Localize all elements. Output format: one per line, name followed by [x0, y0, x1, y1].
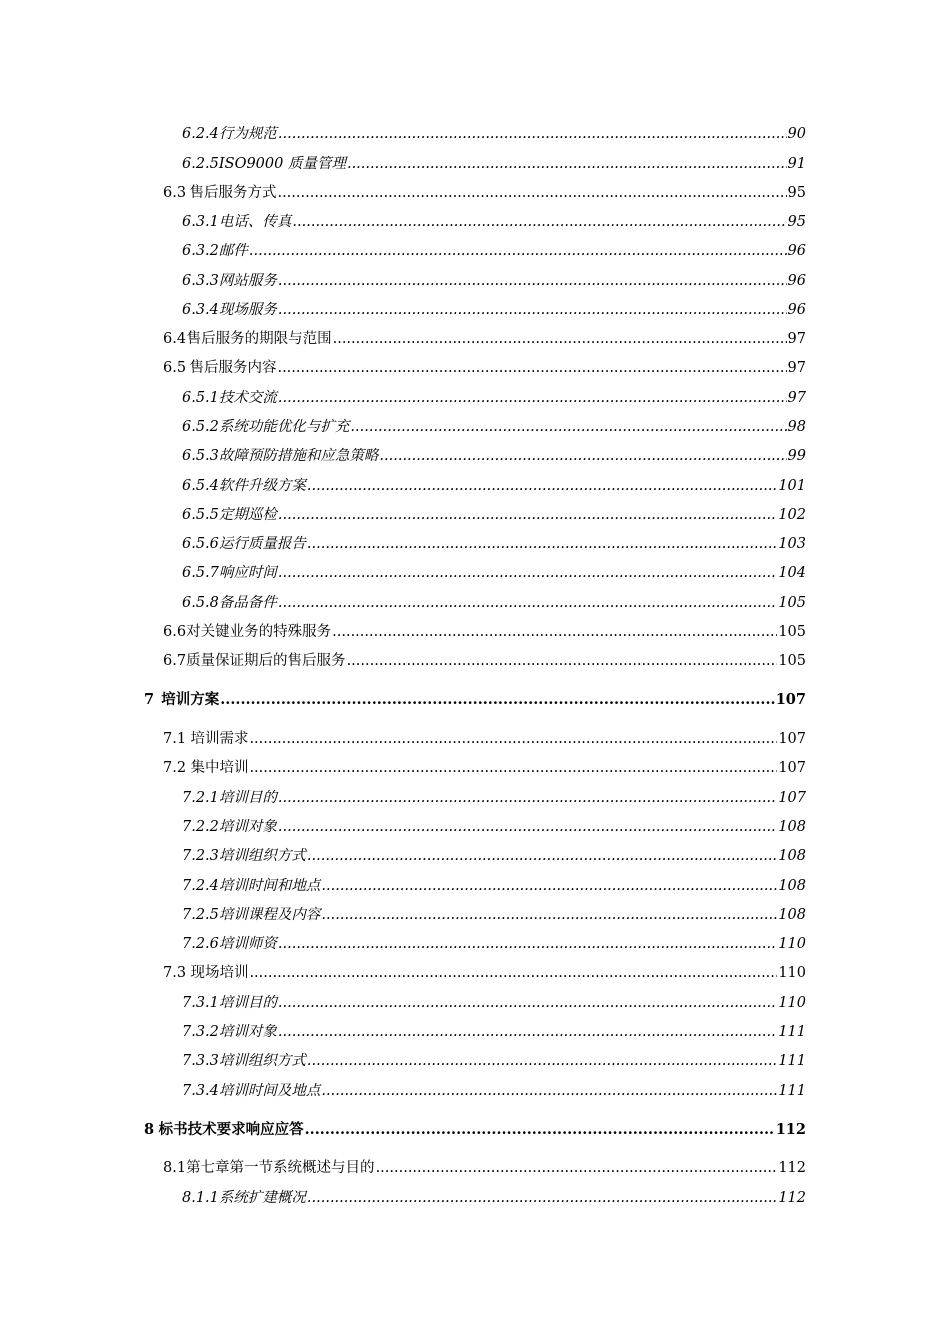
toc-entry-title: 培训对象: [218, 1024, 277, 1040]
toc-entry-title: 培训组织方式: [218, 848, 306, 864]
toc-entry-page-number: 96: [787, 273, 806, 289]
toc-entry[interactable]: [182, 1188, 806, 1208]
toc-entry-number: 7.2.5: [182, 907, 219, 923]
toc-entry-page-number: 107: [778, 790, 806, 806]
toc-entry-title: 现场培训: [190, 965, 249, 981]
toc-entry[interactable]: [182, 271, 806, 291]
toc-entry-page-number: 90: [787, 126, 806, 142]
toc-entry-number: 8.1.1: [182, 1190, 219, 1206]
toc-entry-number: 7.3.3: [182, 1053, 219, 1069]
toc-dot-leader: [278, 993, 777, 1013]
toc-entry-title: 集中培训: [190, 760, 249, 776]
toc-entry-number: 6.5.4: [182, 478, 219, 494]
toc-dot-leader: [278, 817, 777, 837]
toc-entry[interactable]: [163, 358, 806, 378]
toc-dot-leader: [278, 934, 777, 954]
toc-entry-title: 备品备件: [218, 595, 277, 611]
toc-entry-title: 售后服务方式: [189, 185, 277, 201]
toc-entry[interactable]: [182, 446, 806, 466]
toc-entry[interactable]: [182, 388, 806, 408]
toc-entry-page-number: 97: [787, 331, 806, 347]
toc-entry[interactable]: [182, 1081, 806, 1101]
toc-entry-title: 标书技术要求响应应答: [158, 1121, 304, 1138]
toc-entry[interactable]: [182, 993, 806, 1013]
toc-entry-number: 6.5.6: [182, 536, 219, 552]
toc-entry[interactable]: [182, 876, 806, 896]
toc-entry[interactable]: [182, 154, 806, 174]
toc-entry-title: 系统功能优化与扩充: [218, 419, 350, 435]
toc-entry[interactable]: [182, 212, 806, 232]
toc-entry-number: 7.3.2: [182, 1024, 219, 1040]
toc-entry[interactable]: [144, 1120, 806, 1140]
toc-entry[interactable]: [163, 963, 806, 983]
toc-entry-page-number: 107: [778, 731, 806, 747]
toc-dot-leader: [278, 505, 777, 525]
toc-entry-page-number: 96: [787, 302, 806, 318]
toc-entry-title: ISO9000 质量管理: [218, 156, 346, 172]
toc-dot-leader: [249, 758, 777, 778]
toc-dot-leader: [333, 329, 787, 349]
toc-entry[interactable]: [182, 563, 806, 583]
toc-entry-number: 7.2: [163, 760, 187, 776]
toc-entry-title: 软件升级方案: [218, 478, 306, 494]
toc-entry-title: 培训对象: [218, 819, 277, 835]
toc-dot-leader: [278, 1022, 777, 1042]
toc-dot-leader: [220, 690, 774, 710]
toc-entry-title: 系统扩建概况: [218, 1190, 306, 1206]
toc-entry-number: 7.3.4: [182, 1083, 219, 1099]
toc-entry-title: 技术交流: [218, 390, 277, 406]
toc-dot-leader: [277, 183, 786, 203]
toc-dot-leader: [347, 651, 778, 671]
toc-dot-leader: [249, 241, 787, 261]
toc-entry-number: 6.5.2: [182, 419, 219, 435]
toc-entry-number: 7.2.1: [182, 790, 219, 806]
toc-entry-number: 6.2.5: [182, 156, 219, 172]
toc-dot-leader: [292, 212, 786, 232]
toc-entry-page-number: 111: [778, 1083, 806, 1099]
toc-entry-number: 6.2.4: [182, 126, 219, 142]
toc-entry-page-number: 105: [778, 653, 806, 669]
toc-dot-leader: [278, 563, 777, 583]
toc-dot-leader: [305, 1120, 775, 1140]
toc-entry-number: 7.3.1: [182, 995, 219, 1011]
toc-dot-leader: [278, 124, 787, 144]
toc-dot-leader: [332, 622, 777, 642]
toc-entry[interactable]: [163, 183, 806, 203]
toc-entry-number: 7.2.6: [182, 936, 219, 952]
toc-entry-title: 运行质量报告: [218, 536, 306, 552]
toc-entry-number: 6.5.5: [182, 507, 219, 523]
toc-entry-title: 培训时间和地点: [218, 878, 321, 894]
toc-entry[interactable]: [163, 329, 806, 349]
toc-entry[interactable]: [182, 534, 806, 554]
toc-entry-page-number: 111: [778, 1024, 806, 1040]
toc-entry-title: 售后服务内容: [189, 360, 277, 376]
toc-dot-leader: [321, 876, 777, 896]
toc-entry-title: 响应时间: [218, 565, 277, 581]
toc-entry-title: 售后服务的期限与范围: [186, 331, 332, 347]
toc-entry-number: 6.3.1: [182, 214, 219, 230]
toc-entry-page-number: 97: [787, 360, 806, 376]
toc-entry-page-number: 108: [778, 819, 806, 835]
toc-entry-page-number: 91: [787, 156, 806, 172]
toc-entry-title: 行为规范: [218, 126, 277, 142]
toc-entry-page-number: 110: [778, 965, 806, 981]
toc-entry-page-number: 108: [778, 848, 806, 864]
toc-entry-title: 培训方案: [161, 691, 220, 708]
toc-entry-title: 培训师资: [218, 936, 277, 952]
toc-dot-leader: [321, 905, 777, 925]
toc-entry-title: 培训组织方式: [218, 1053, 306, 1069]
toc-entry-number: 6.3.4: [182, 302, 219, 318]
toc-entry-title: 培训目的: [218, 995, 277, 1011]
toc-entry[interactable]: [182, 124, 806, 144]
toc-entry-page-number: 107: [775, 691, 806, 708]
toc-entry-title: 第七章第一节系统概述与目的: [186, 1160, 375, 1176]
toc-entry-title: 培训时间及地点: [218, 1083, 321, 1099]
toc-entry-number: 6.5.1: [182, 390, 219, 406]
toc-entry[interactable]: [163, 729, 806, 749]
toc-entry-title: 质量保证期后的售后服务: [186, 653, 346, 669]
toc-dot-leader: [278, 788, 777, 808]
toc-entry[interactable]: [182, 476, 806, 496]
toc-entry[interactable]: [182, 817, 806, 837]
toc-entry-number: 7.2.4: [182, 878, 219, 894]
toc-entry-page-number: 103: [778, 536, 806, 552]
toc-entry-page-number: 98: [787, 419, 806, 435]
toc-entry[interactable]: [182, 905, 806, 925]
toc-entry-number: 6.7: [163, 653, 187, 669]
toc-entry[interactable]: [163, 622, 806, 642]
toc-entry[interactable]: [182, 300, 806, 320]
toc-dot-leader: [307, 846, 777, 866]
toc-entry-page-number: 110: [778, 936, 806, 952]
toc-entry-title: 邮件: [218, 243, 248, 259]
toc-dot-leader: [307, 476, 777, 496]
toc-dot-leader: [321, 1081, 777, 1101]
toc-entry-page-number: 108: [778, 907, 806, 923]
toc-entry-page-number: 95: [787, 185, 806, 201]
toc-dot-leader: [379, 446, 786, 466]
toc-entry-page-number: 112: [778, 1160, 806, 1176]
toc-dot-leader: [249, 963, 777, 983]
toc-entry[interactable]: [182, 1051, 806, 1071]
toc-entry[interactable]: [144, 690, 806, 710]
toc-entry-title: 电话、传真: [218, 214, 292, 230]
toc-entry-page-number: 104: [778, 565, 806, 581]
toc-entry-number: 6.3.3: [182, 273, 219, 289]
toc-dot-leader: [278, 388, 787, 408]
toc-entry[interactable]: [163, 758, 806, 778]
toc-dot-leader: [347, 154, 787, 174]
toc-dot-leader: [307, 1051, 777, 1071]
toc-dot-leader: [277, 358, 786, 378]
toc-dot-leader: [278, 593, 777, 613]
toc-entry[interactable]: [182, 241, 806, 261]
toc-entry-number: 7: [144, 691, 155, 708]
toc-entry-page-number: 97: [787, 390, 806, 406]
toc-entry-page-number: 96: [787, 243, 806, 259]
toc-entry-title: 培训目的: [218, 790, 277, 806]
toc-entry-number: 7.2.2: [182, 819, 219, 835]
toc-dot-leader: [307, 1188, 777, 1208]
toc-entry-number: 7.2.3: [182, 848, 219, 864]
toc-entry-title: 培训需求: [190, 731, 249, 747]
toc-entry[interactable]: [182, 846, 806, 866]
toc-dot-leader: [307, 534, 777, 554]
toc-entry-page-number: 95: [787, 214, 806, 230]
toc-entry-number: 6.5: [163, 360, 187, 376]
toc-entry-number: 6.5.7: [182, 565, 219, 581]
toc-entry[interactable]: [163, 651, 806, 671]
toc-entry-title: 网站服务: [218, 273, 277, 289]
toc-entry-number: 7.1: [163, 731, 187, 747]
toc-dot-leader: [278, 271, 787, 291]
toc-entry-page-number: 111: [778, 1053, 806, 1069]
toc-entry-number: 8.1: [163, 1160, 187, 1176]
toc-entry-title: 现场服务: [218, 302, 277, 318]
toc-entry-number: 6.3: [163, 185, 187, 201]
toc-entry-page-number: 101: [778, 478, 806, 494]
toc-entry-title: 对关键业务的特殊服务: [186, 624, 332, 640]
toc-entry-number: 6.3.2: [182, 243, 219, 259]
toc-dot-leader: [278, 300, 787, 320]
toc-entry-page-number: 105: [778, 595, 806, 611]
toc-entry-number: 6.4: [163, 331, 187, 347]
toc-entry-page-number: 112: [778, 1190, 806, 1206]
toc-entry[interactable]: [182, 593, 806, 613]
toc-entry[interactable]: [182, 934, 806, 954]
toc-entry[interactable]: [182, 1022, 806, 1042]
toc-entry-title: 定期巡检: [218, 507, 277, 523]
toc-entry-title: 故障预防措施和应急策略: [218, 448, 379, 464]
toc-entry-page-number: 102: [778, 507, 806, 523]
toc-entry-page-number: 112: [775, 1121, 806, 1138]
toc-entry-number: 7.3: [163, 965, 187, 981]
toc-entry-page-number: 107: [778, 760, 806, 776]
toc-dot-leader: [350, 417, 786, 437]
toc-entry-title: 培训课程及内容: [218, 907, 321, 923]
toc-entry-page-number: 105: [778, 624, 806, 640]
toc-dot-leader: [249, 729, 777, 749]
toc-entry-page-number: 99: [787, 448, 806, 464]
toc-entry-number: 6.5.3: [182, 448, 219, 464]
toc-entry-page-number: 110: [778, 995, 806, 1011]
toc-entry[interactable]: [182, 505, 806, 525]
toc-entry-number: 8: [144, 1121, 155, 1138]
toc-entry-number: 6.6: [163, 624, 187, 640]
toc-entry-page-number: 108: [778, 878, 806, 894]
toc-dot-leader: [376, 1158, 778, 1178]
toc-entry[interactable]: [163, 1158, 806, 1178]
toc-entry[interactable]: [182, 788, 806, 808]
toc-entry[interactable]: [182, 417, 806, 437]
toc-entry-number: 6.5.8: [182, 595, 219, 611]
